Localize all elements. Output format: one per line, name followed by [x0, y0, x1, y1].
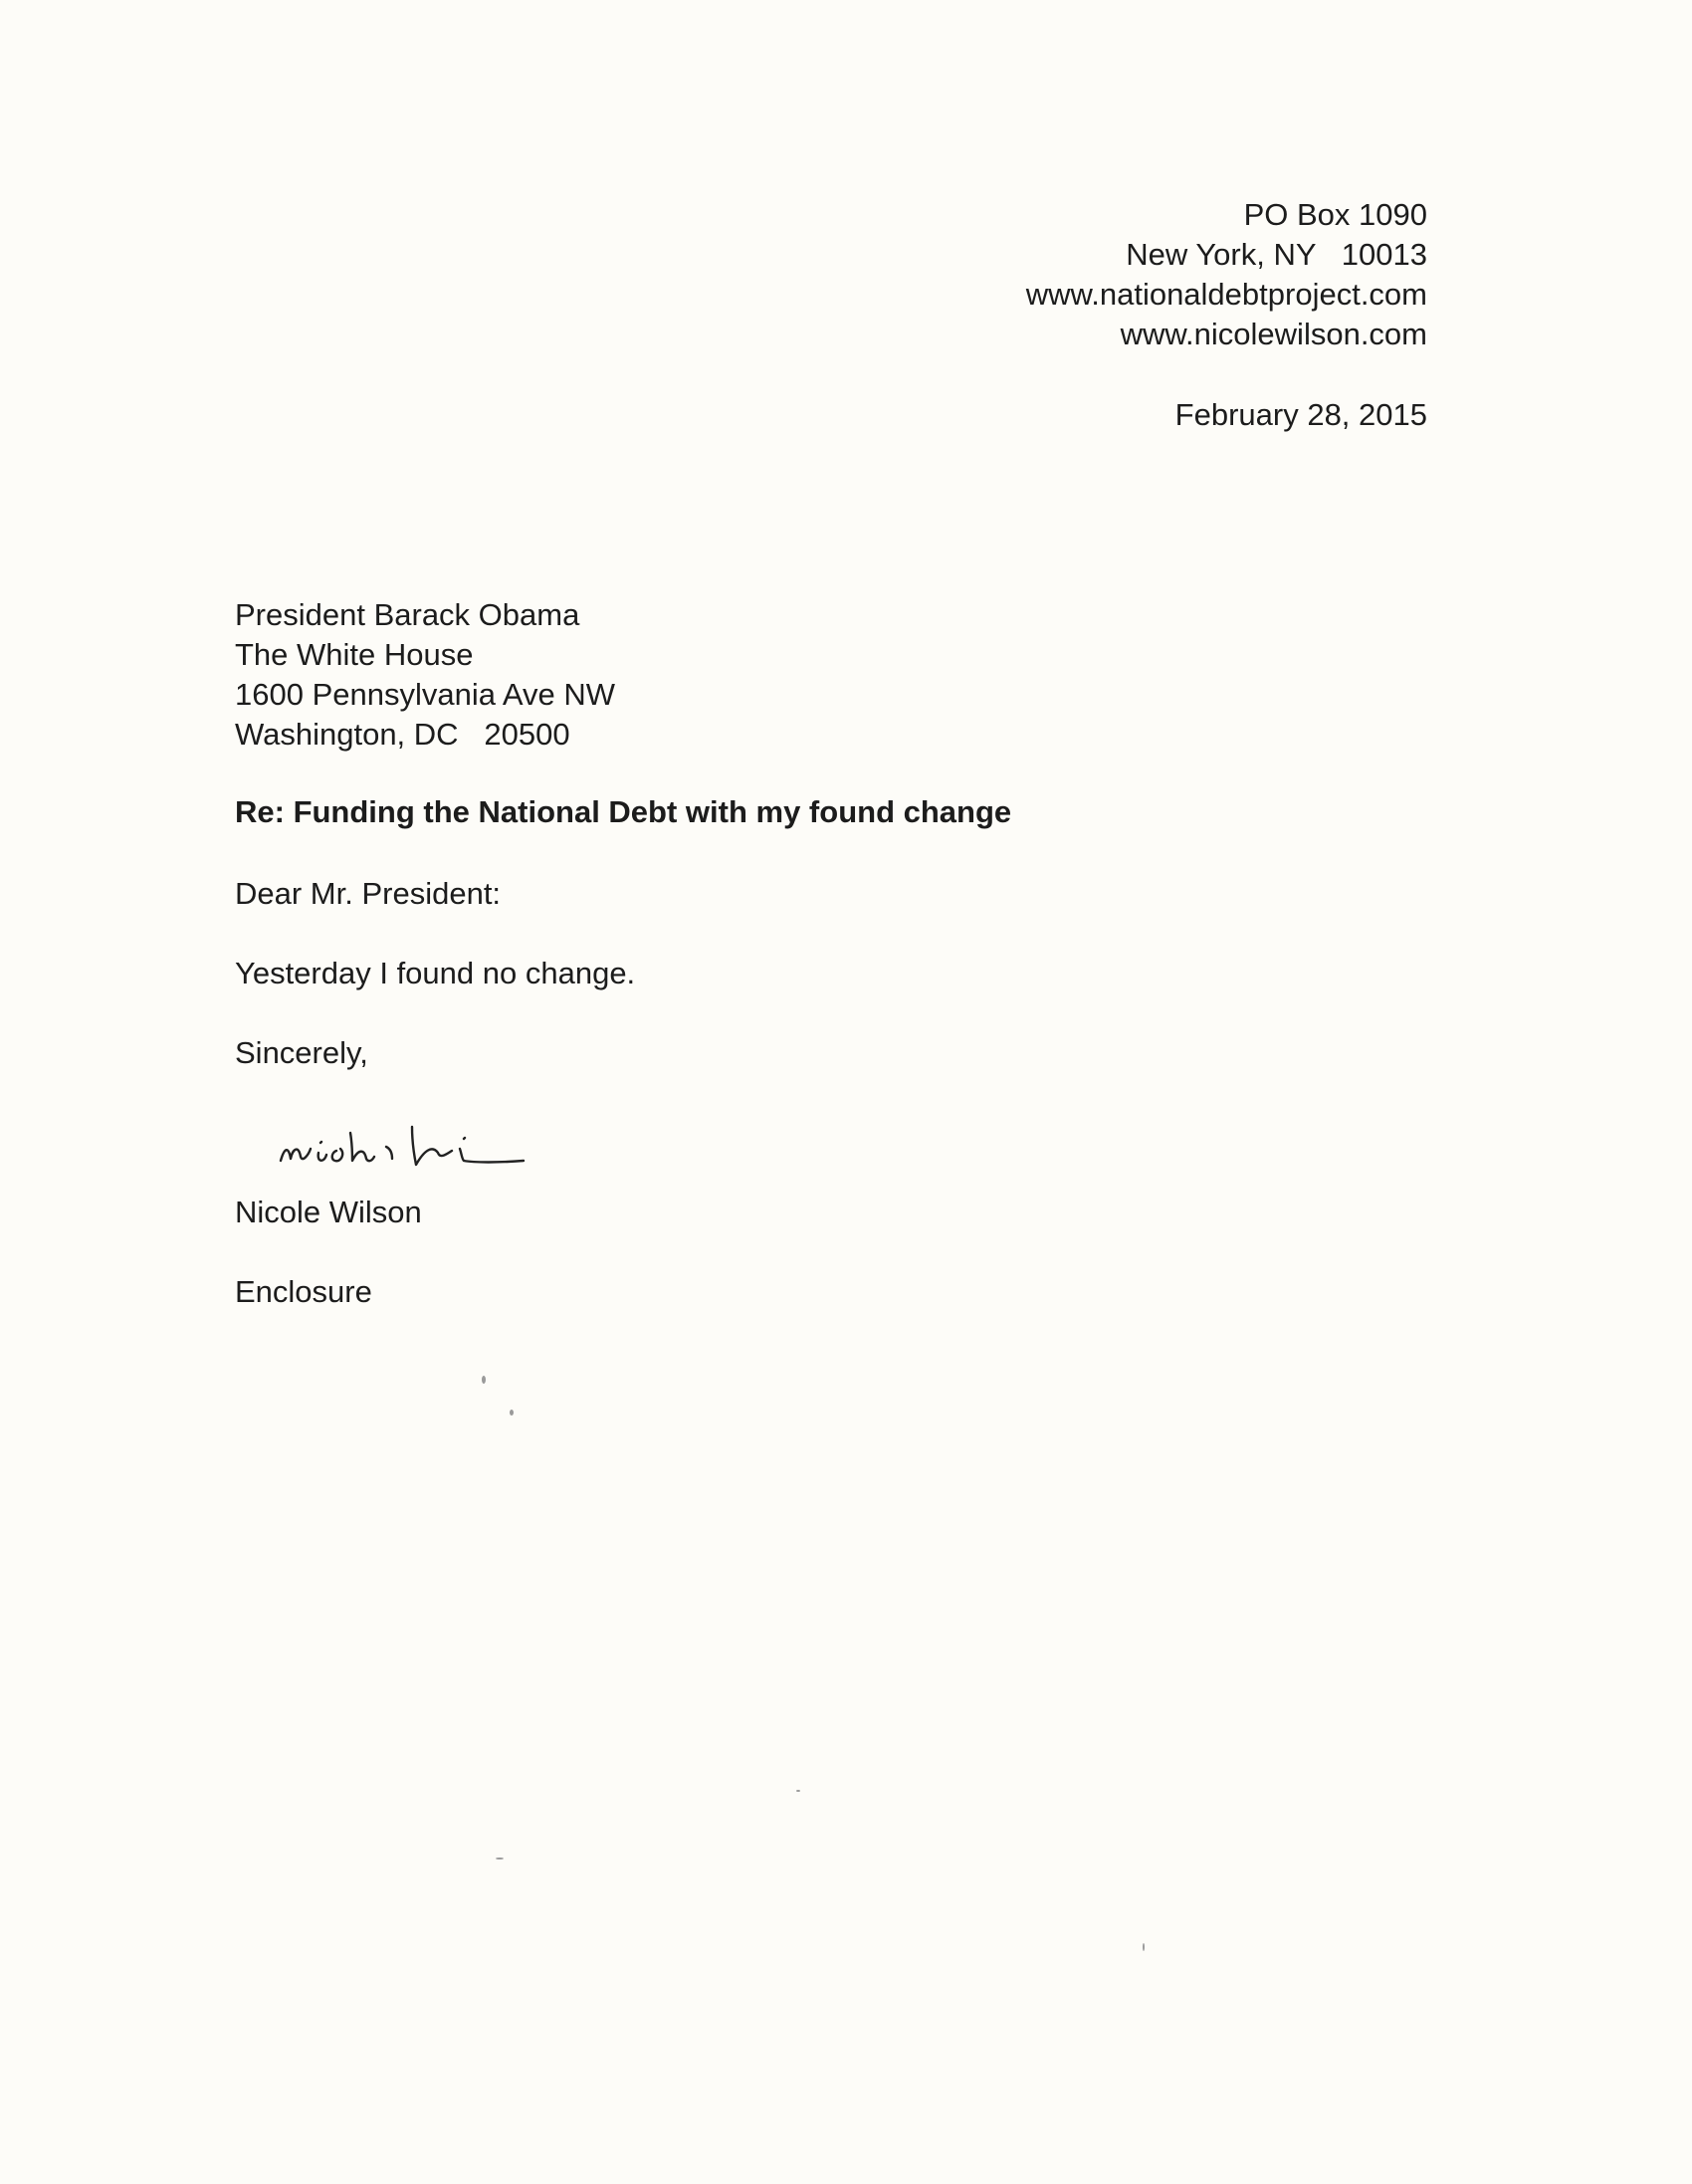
paper-speck	[482, 1376, 486, 1384]
letter-body: Yesterday I found no change.	[235, 956, 636, 990]
paper-speck	[496, 1857, 504, 1859]
return-address-line: www.nicolewilson.com	[1120, 317, 1427, 351]
subject-line: Re: Funding the National Debt with my found change	[235, 794, 1012, 829]
handwritten-signature	[275, 1103, 603, 1183]
salutation: Dear Mr. President:	[235, 876, 502, 911]
paper-speck	[1143, 1943, 1145, 1951]
return-address-line: PO Box 1090	[1243, 197, 1427, 232]
recipient-line: President Barack Obama	[235, 597, 580, 632]
paper-speck	[796, 1790, 800, 1792]
return-address-line: www.nationaldebtproject.com	[1025, 277, 1427, 312]
return-address-line: New York, NY 10013	[1126, 237, 1427, 272]
closing: Sincerely,	[235, 1035, 368, 1070]
recipient-address	[235, 595, 615, 755]
recipient-line: Washington, DC 20500	[235, 717, 570, 752]
signer-name: Nicole Wilson	[235, 1195, 422, 1229]
letter-date: February 28, 2015	[1174, 397, 1427, 432]
return-address	[1026, 195, 1427, 354]
enclosure-notation: Enclosure	[235, 1274, 372, 1309]
recipient-line: 1600 Pennsylvania Ave NW	[235, 677, 615, 712]
recipient-line: The White House	[235, 637, 474, 672]
paper-speck	[510, 1410, 514, 1416]
